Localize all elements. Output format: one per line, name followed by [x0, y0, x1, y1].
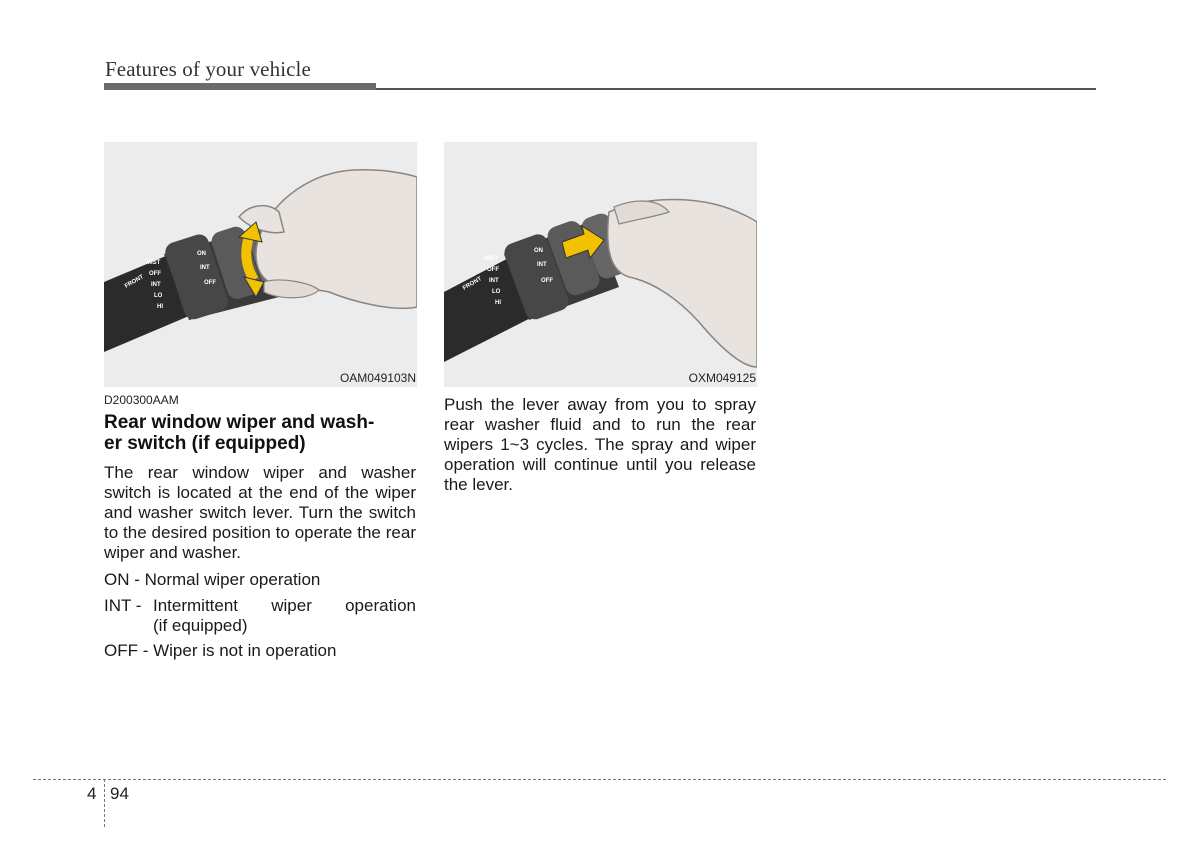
label-mist: MIST	[146, 260, 161, 266]
figure-push-rear-washer	[444, 142, 757, 387]
section-intro: The rear window wiper and washer switch is located at the end of the wiper and washer switch lever. Turn the switch to the desired position to operate the rear wiper and washer.	[104, 463, 416, 562]
label-hi: HI	[157, 304, 163, 310]
label-ring-on: ON	[534, 248, 543, 254]
label-int: INT	[151, 282, 161, 288]
label-int: INT	[489, 278, 499, 284]
label-off: OFF	[149, 271, 161, 277]
figure-caption: OXM049125	[688, 371, 756, 385]
definition-term: INT -	[104, 596, 142, 615]
definition-desc: Wiper is not in operation	[153, 641, 337, 660]
header-rule-thin	[376, 88, 1096, 90]
footer-rule	[33, 779, 1166, 780]
definition-off	[104, 641, 336, 661]
definition-term: ON -	[104, 570, 145, 589]
label-ring-int: INT	[537, 262, 547, 268]
section-heading-line2: er switch (if equipped)	[104, 433, 306, 454]
label-ring-int: INT	[200, 265, 210, 271]
label-ring-off: OFF	[204, 280, 216, 286]
figure-caption: OAM049103N	[339, 371, 416, 385]
figure-twist-rear-wiper	[104, 142, 417, 387]
section-heading	[104, 412, 416, 454]
push-lever-paragraph: Push the lever away from you to spray rear washer fluid and to run the rear wipers 1~3 cycles. The spray and wiper operation will continue until you release the lever.	[444, 395, 756, 494]
wiper-lever-twist-illustration	[104, 142, 417, 387]
label-ring-on: ON	[197, 251, 206, 257]
label-lo: LO	[154, 293, 163, 299]
label-front: FRONT	[124, 274, 145, 290]
definition-desc-continued: (if equipped)	[153, 616, 248, 635]
page-header-title: Features of your vehicle	[105, 57, 311, 81]
footer-divider	[104, 779, 105, 827]
label-lo: LO	[492, 289, 501, 295]
wiper-lever-push-illustration	[444, 142, 757, 387]
label-mist: MIST	[484, 256, 499, 262]
definition-desc: Intermittent wiper operation	[153, 596, 416, 615]
definition-on	[104, 570, 320, 590]
label-ring-off: OFF	[541, 278, 553, 284]
section-code: D200300AAM	[104, 393, 179, 407]
header-rule-thick	[104, 83, 376, 90]
label-front: FRONT	[462, 276, 483, 292]
section-heading-line1: Rear window wiper and wash-	[104, 412, 375, 433]
label-hi: HI	[495, 300, 501, 306]
page-number: 94	[110, 784, 129, 803]
definition-int	[104, 596, 416, 636]
definition-desc: Normal wiper operation	[144, 570, 321, 589]
definition-term: OFF -	[104, 641, 154, 660]
chapter-number: 4	[87, 784, 97, 803]
label-off: OFF	[487, 267, 499, 273]
